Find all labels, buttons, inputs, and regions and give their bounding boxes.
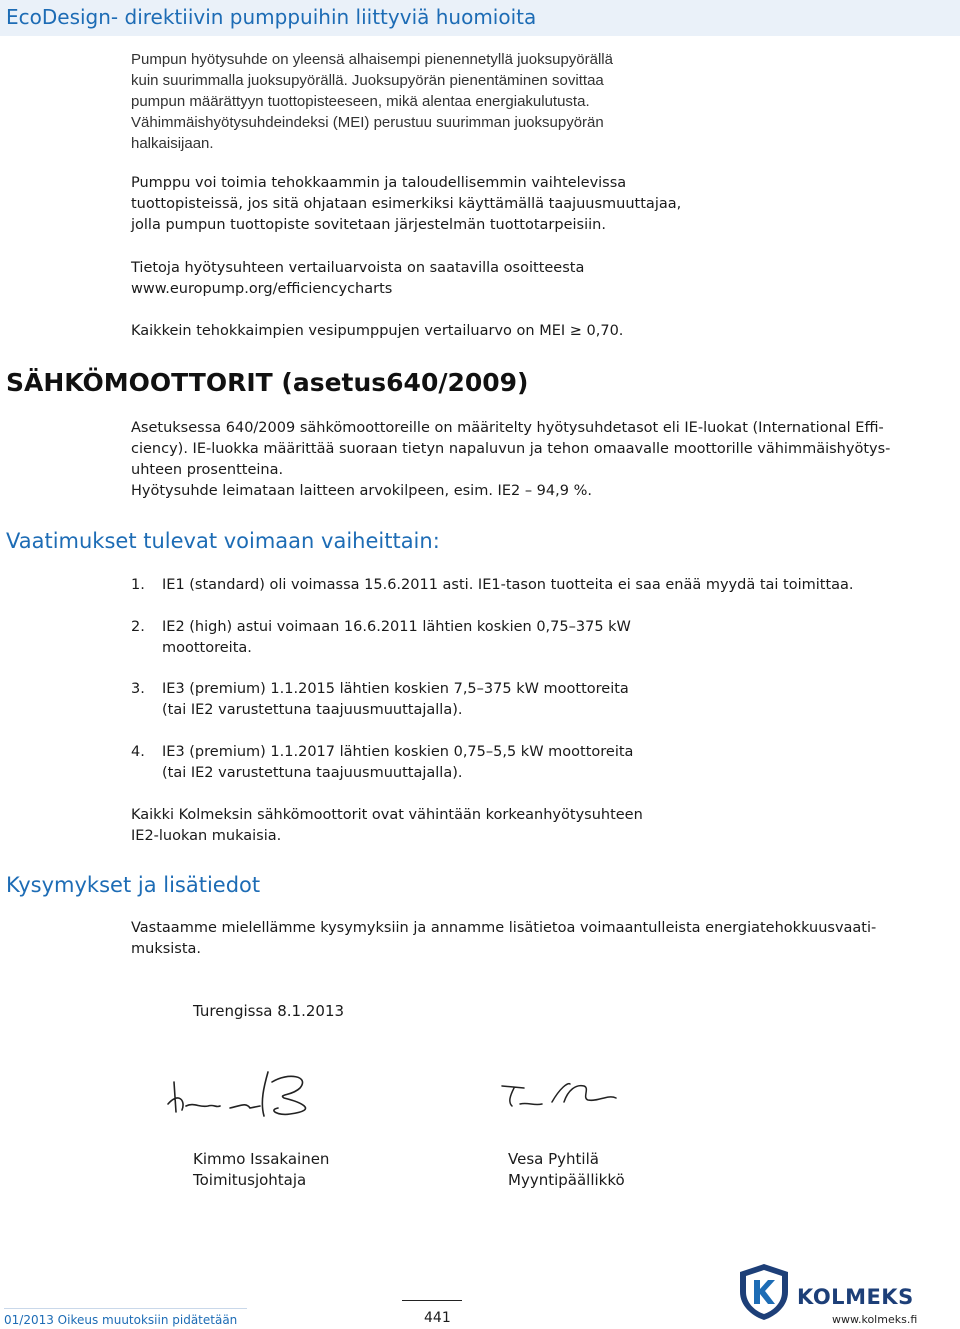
page-number-rule xyxy=(402,1300,462,1301)
list-text: IE2 (high) astui voimaan 16.6.2011 lähtien koskien 0,75–375 kW xyxy=(162,619,631,635)
questions-heading: Kysymykset ja lisätiedot xyxy=(6,873,261,897)
text-line: Asetuksessa 640/2009 sähkömoottoreille on määritelty hyötysuhdetasot eli IE-luokat (International Effi- xyxy=(131,420,884,436)
list-number: 3. xyxy=(131,681,145,697)
questions-paragraph xyxy=(131,918,891,960)
text-line: halkaisijaan. xyxy=(131,135,214,152)
place-date: Turengissa 8.1.2013 xyxy=(193,1002,345,1020)
list-number: 2. xyxy=(131,619,145,635)
header-bar xyxy=(0,0,960,36)
motors-paragraph xyxy=(131,418,891,502)
signatory-1 xyxy=(193,1149,329,1191)
website-link[interactable]: www.kolmeks.fi xyxy=(832,1313,918,1326)
signatory-title: Toimitusjohtaja xyxy=(193,1171,307,1189)
list-item xyxy=(131,679,891,721)
vfd-paragraph xyxy=(131,173,891,236)
list-text: (tai IE2 varustettuna taajuusmuuttajalla). xyxy=(162,702,463,718)
motors-heading: SÄHKÖMOOTTORIT (asetus640/2009) xyxy=(6,368,529,397)
text-line: Vähimmäishyötysuhdeindeksi (MEI) perustuu suurimman juoksupyörän xyxy=(131,114,604,131)
list-item xyxy=(131,617,891,659)
text-line: Vastaamme mielellämme kysymyksiin ja annamme lisätietoa voimaantulleista energiatehokkuusvaati- xyxy=(131,920,877,936)
page-title: EcoDesign- direktiivin pumppuihin liittyviä huomioita xyxy=(6,5,537,29)
signature-vesa-image xyxy=(498,1076,628,1116)
text-line: muksista. xyxy=(131,941,202,957)
brand-name: KOLMEKS xyxy=(797,1285,914,1309)
closing-paragraph xyxy=(131,805,891,847)
text-line: jolla pumpun tuottopiste sovitetaan järjestelmän tuottotarpeisiin. xyxy=(131,217,606,233)
page-number: 441 xyxy=(424,1310,451,1326)
text-line: pumpun määrättyyn tuottopisteeseen, mikä alentaa energiakulutusta. xyxy=(131,93,590,110)
text-line: uhteen prosentteina. xyxy=(131,462,284,478)
list-item xyxy=(131,575,891,596)
signatory-name: Vesa Pyhtilä xyxy=(508,1150,599,1168)
list-number: 1. xyxy=(131,577,145,593)
list-text: IE3 (premium) 1.1.2017 lähtien koskien 0,75–5,5 kW moottoreita xyxy=(162,744,634,760)
signatory-2 xyxy=(508,1149,625,1191)
intro-paragraph xyxy=(131,49,731,154)
text-line: Kaikki Kolmeksin sähkömoottorit ovat vähintään korkeanhyötysuhteen xyxy=(131,807,643,823)
text-line: Tietoja hyötysuhteen vertailuarvoista on saatavilla osoitteesta xyxy=(131,260,585,276)
text-line: tuottopisteissä, jos sitä ohjataan esimerkiksi käyttämällä taajuusmuuttajaa, xyxy=(131,196,682,212)
text-line: Pumppu voi toimia tehokkaammin ja taloudellisemmin vaihtelevissa xyxy=(131,175,627,191)
list-number: 4. xyxy=(131,744,145,760)
kolmeks-logo-icon xyxy=(736,1262,792,1322)
phases-heading: Vaatimukset tulevat voimaan vaiheittain: xyxy=(6,529,440,553)
list-text: moottoreita. xyxy=(162,640,252,656)
text-line: ciency). IE-luokka määrittää suoraan tietyn napaluvun ja tehon omaavalle moottorille vähimmäishyötys- xyxy=(131,441,891,457)
list-text: IE1 (standard) oli voimassa 15.6.2011 asti. IE1-tason tuotteita ei saa enää myydä tai toimittaa. xyxy=(162,577,854,593)
signature-kimmo-image xyxy=(160,1062,340,1120)
list-text: (tai IE2 varustettuna taajuusmuuttajalla). xyxy=(162,765,463,781)
list-text: IE3 (premium) 1.1.2015 lähtien koskien 7,5–375 kW moottoreita xyxy=(162,681,629,697)
list-item xyxy=(131,742,891,784)
text-line: kuin suurimmalla juoksupyörällä. Juoksupyörän pienentäminen sovittaa xyxy=(131,72,604,89)
signatory-name: Kimmo Issakainen xyxy=(193,1150,330,1168)
signatory-title: Myyntipäällikkö xyxy=(508,1171,625,1189)
text-line: IE2-luokan mukaisia. xyxy=(131,828,282,844)
info-paragraph xyxy=(131,258,891,300)
text-line: Hyötysuhde leimataan laitteen arvokilpeen, esim. IE2 – 94,9 %. xyxy=(131,483,592,499)
text-line: Kaikkein tehokkaimpien vesipumppujen vertailuarvo on MEI ≥ 0,70. xyxy=(131,323,624,339)
footer-issue: 01/2013 Oikeus muutoksiin pidätetään xyxy=(4,1313,238,1327)
mei-paragraph xyxy=(131,321,891,342)
efficiency-charts-link[interactable]: www.europump.org/efficiencycharts xyxy=(131,281,393,297)
text-line: Pumpun hyötysuhde on yleensä alhaisempi pienennetyllä juoksupyörällä xyxy=(131,51,613,68)
